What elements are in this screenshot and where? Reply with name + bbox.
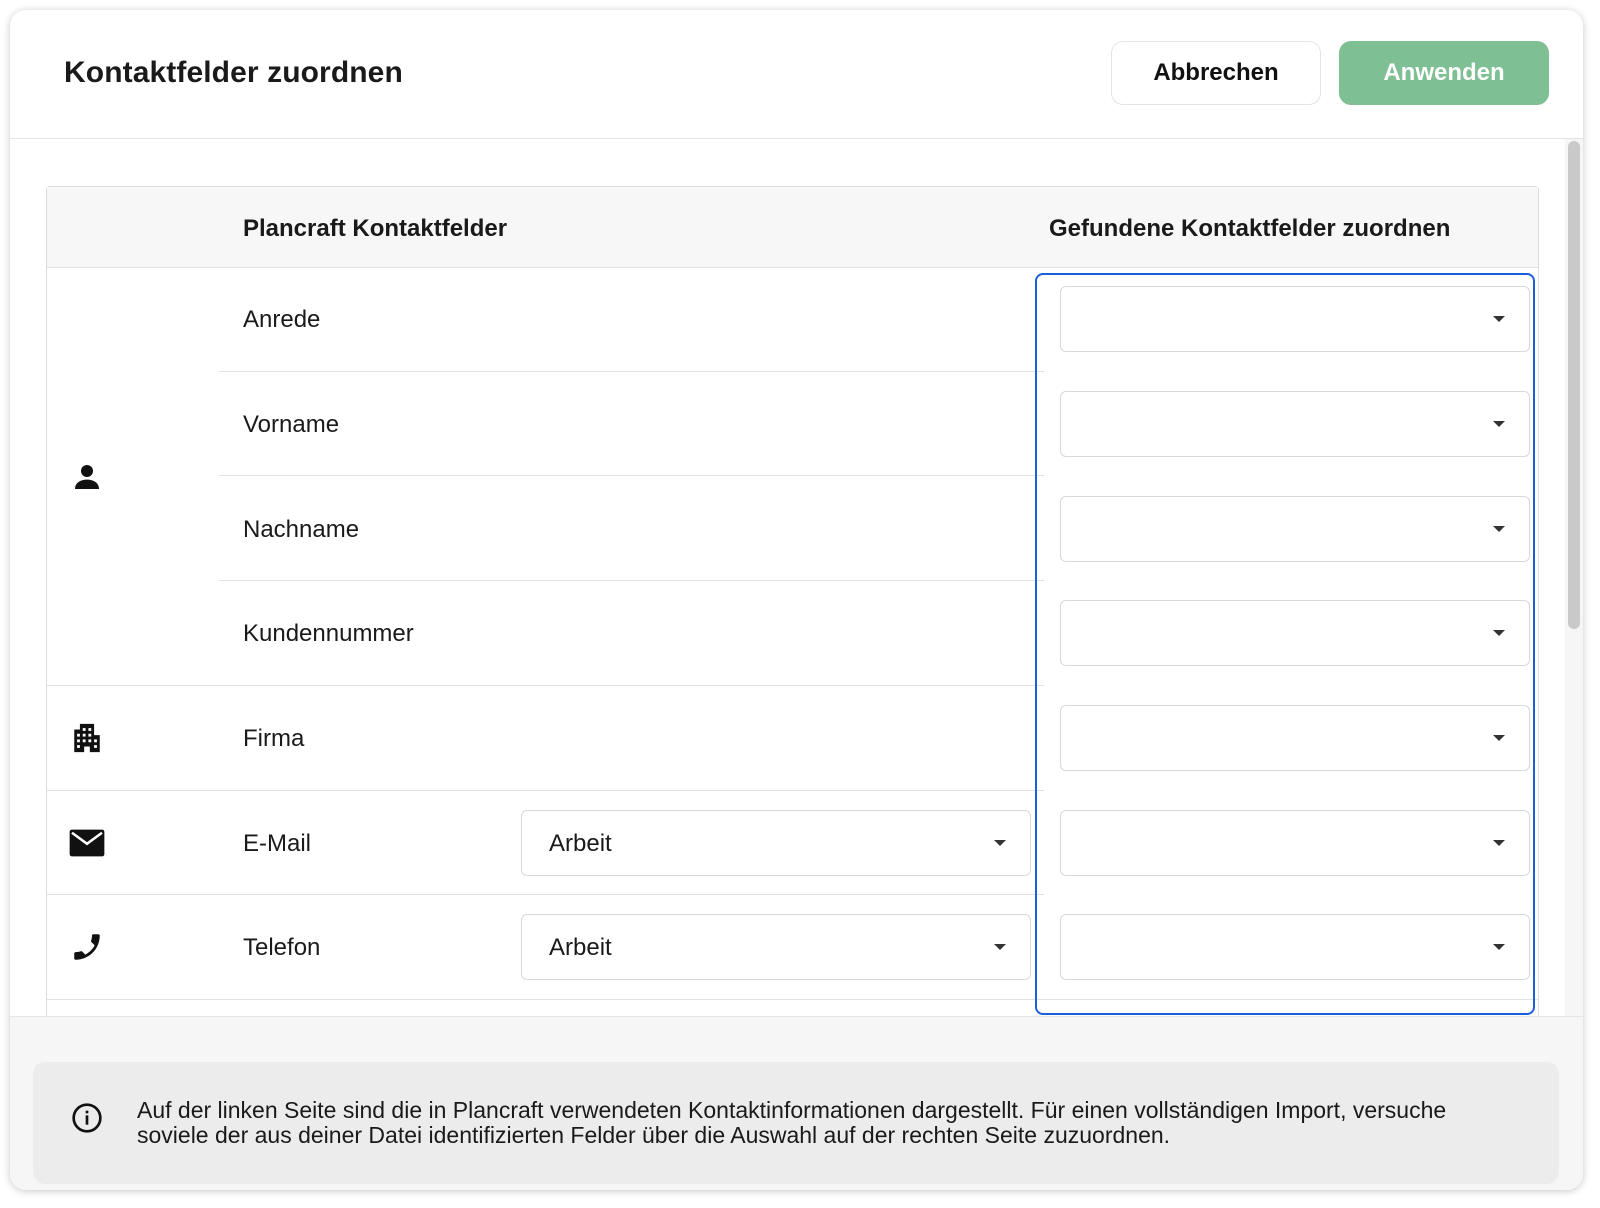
field-label-telefon: Telefon	[243, 934, 321, 961]
chevron-down-icon	[994, 840, 1006, 846]
dialog-footer	[10, 1016, 1583, 1190]
phone-type-select[interactable]	[521, 914, 1031, 980]
column-header-plancraft-fields: Plancraft Kontaktfelder	[243, 215, 508, 242]
chevron-down-icon	[1493, 735, 1505, 741]
table-header	[47, 187, 1538, 268]
chevron-down-icon	[994, 944, 1006, 950]
mapping-select-anrede[interactable]	[1060, 286, 1530, 352]
chevron-down-icon	[1493, 944, 1505, 950]
row-divider	[47, 999, 1538, 1000]
dialog-body[interactable]	[10, 139, 1583, 1016]
chevron-down-icon	[1493, 630, 1505, 636]
mapping-select-email[interactable]	[1060, 810, 1530, 876]
row-divider	[219, 371, 1044, 372]
info-icon	[71, 1102, 103, 1134]
info-text: Auf der linken Seite sind die in Plancraft verwendeten Kontaktinformationen dargestellt. Für einen vollständigen Import, versuche soviele der aus deiner Datei identifizierten Felder über die Auswahl auf der rechten Seite zuzuordnen.	[137, 1097, 1447, 1148]
field-mapping-table	[46, 186, 1539, 1016]
field-label-firma: Firma	[243, 725, 305, 752]
map-contact-fields-dialog	[10, 10, 1583, 1190]
person-icon	[67, 457, 107, 497]
field-label-kundennummer: Kundennummer	[243, 620, 414, 647]
row-divider	[47, 685, 1044, 686]
mapping-select-telefon[interactable]	[1060, 914, 1530, 980]
email-type-select[interactable]	[521, 810, 1031, 876]
chevron-down-icon	[1493, 840, 1505, 846]
row-divider	[219, 580, 1044, 581]
phone-icon	[67, 927, 107, 967]
chevron-down-icon	[1493, 316, 1505, 322]
dialog-title: Kontaktfelder zuordnen	[64, 56, 403, 89]
scrollbar-thumb[interactable]	[1568, 141, 1580, 629]
field-label-anrede: Anrede	[243, 306, 321, 333]
mapping-select-vorname[interactable]	[1060, 391, 1530, 457]
chevron-down-icon	[1493, 421, 1505, 427]
field-label-email: E-Mail	[243, 830, 312, 857]
phone-type-value: Arbeit	[549, 934, 612, 961]
row-divider	[47, 790, 1044, 791]
cancel-button[interactable]: Abbrechen	[1111, 41, 1321, 105]
apply-button[interactable]: Anwenden	[1339, 41, 1549, 105]
row-divider	[47, 894, 1044, 895]
dialog-header	[10, 10, 1583, 139]
field-label-vorname: Vorname	[243, 411, 340, 438]
chevron-down-icon	[1493, 526, 1505, 532]
row-divider	[219, 475, 1044, 476]
field-label-nachname: Nachname	[243, 516, 360, 543]
mail-icon	[67, 823, 107, 863]
building-icon	[67, 718, 107, 758]
mapping-select-kundennummer[interactable]	[1060, 600, 1530, 666]
mapping-select-nachname[interactable]	[1060, 496, 1530, 562]
mapping-select-firma[interactable]	[1060, 705, 1530, 771]
email-type-value: Arbeit	[549, 830, 612, 857]
info-banner	[33, 1062, 1559, 1184]
column-header-found-fields: Gefundene Kontaktfelder zuordnen	[1049, 215, 1451, 242]
scrollbar[interactable]	[1565, 139, 1583, 1016]
